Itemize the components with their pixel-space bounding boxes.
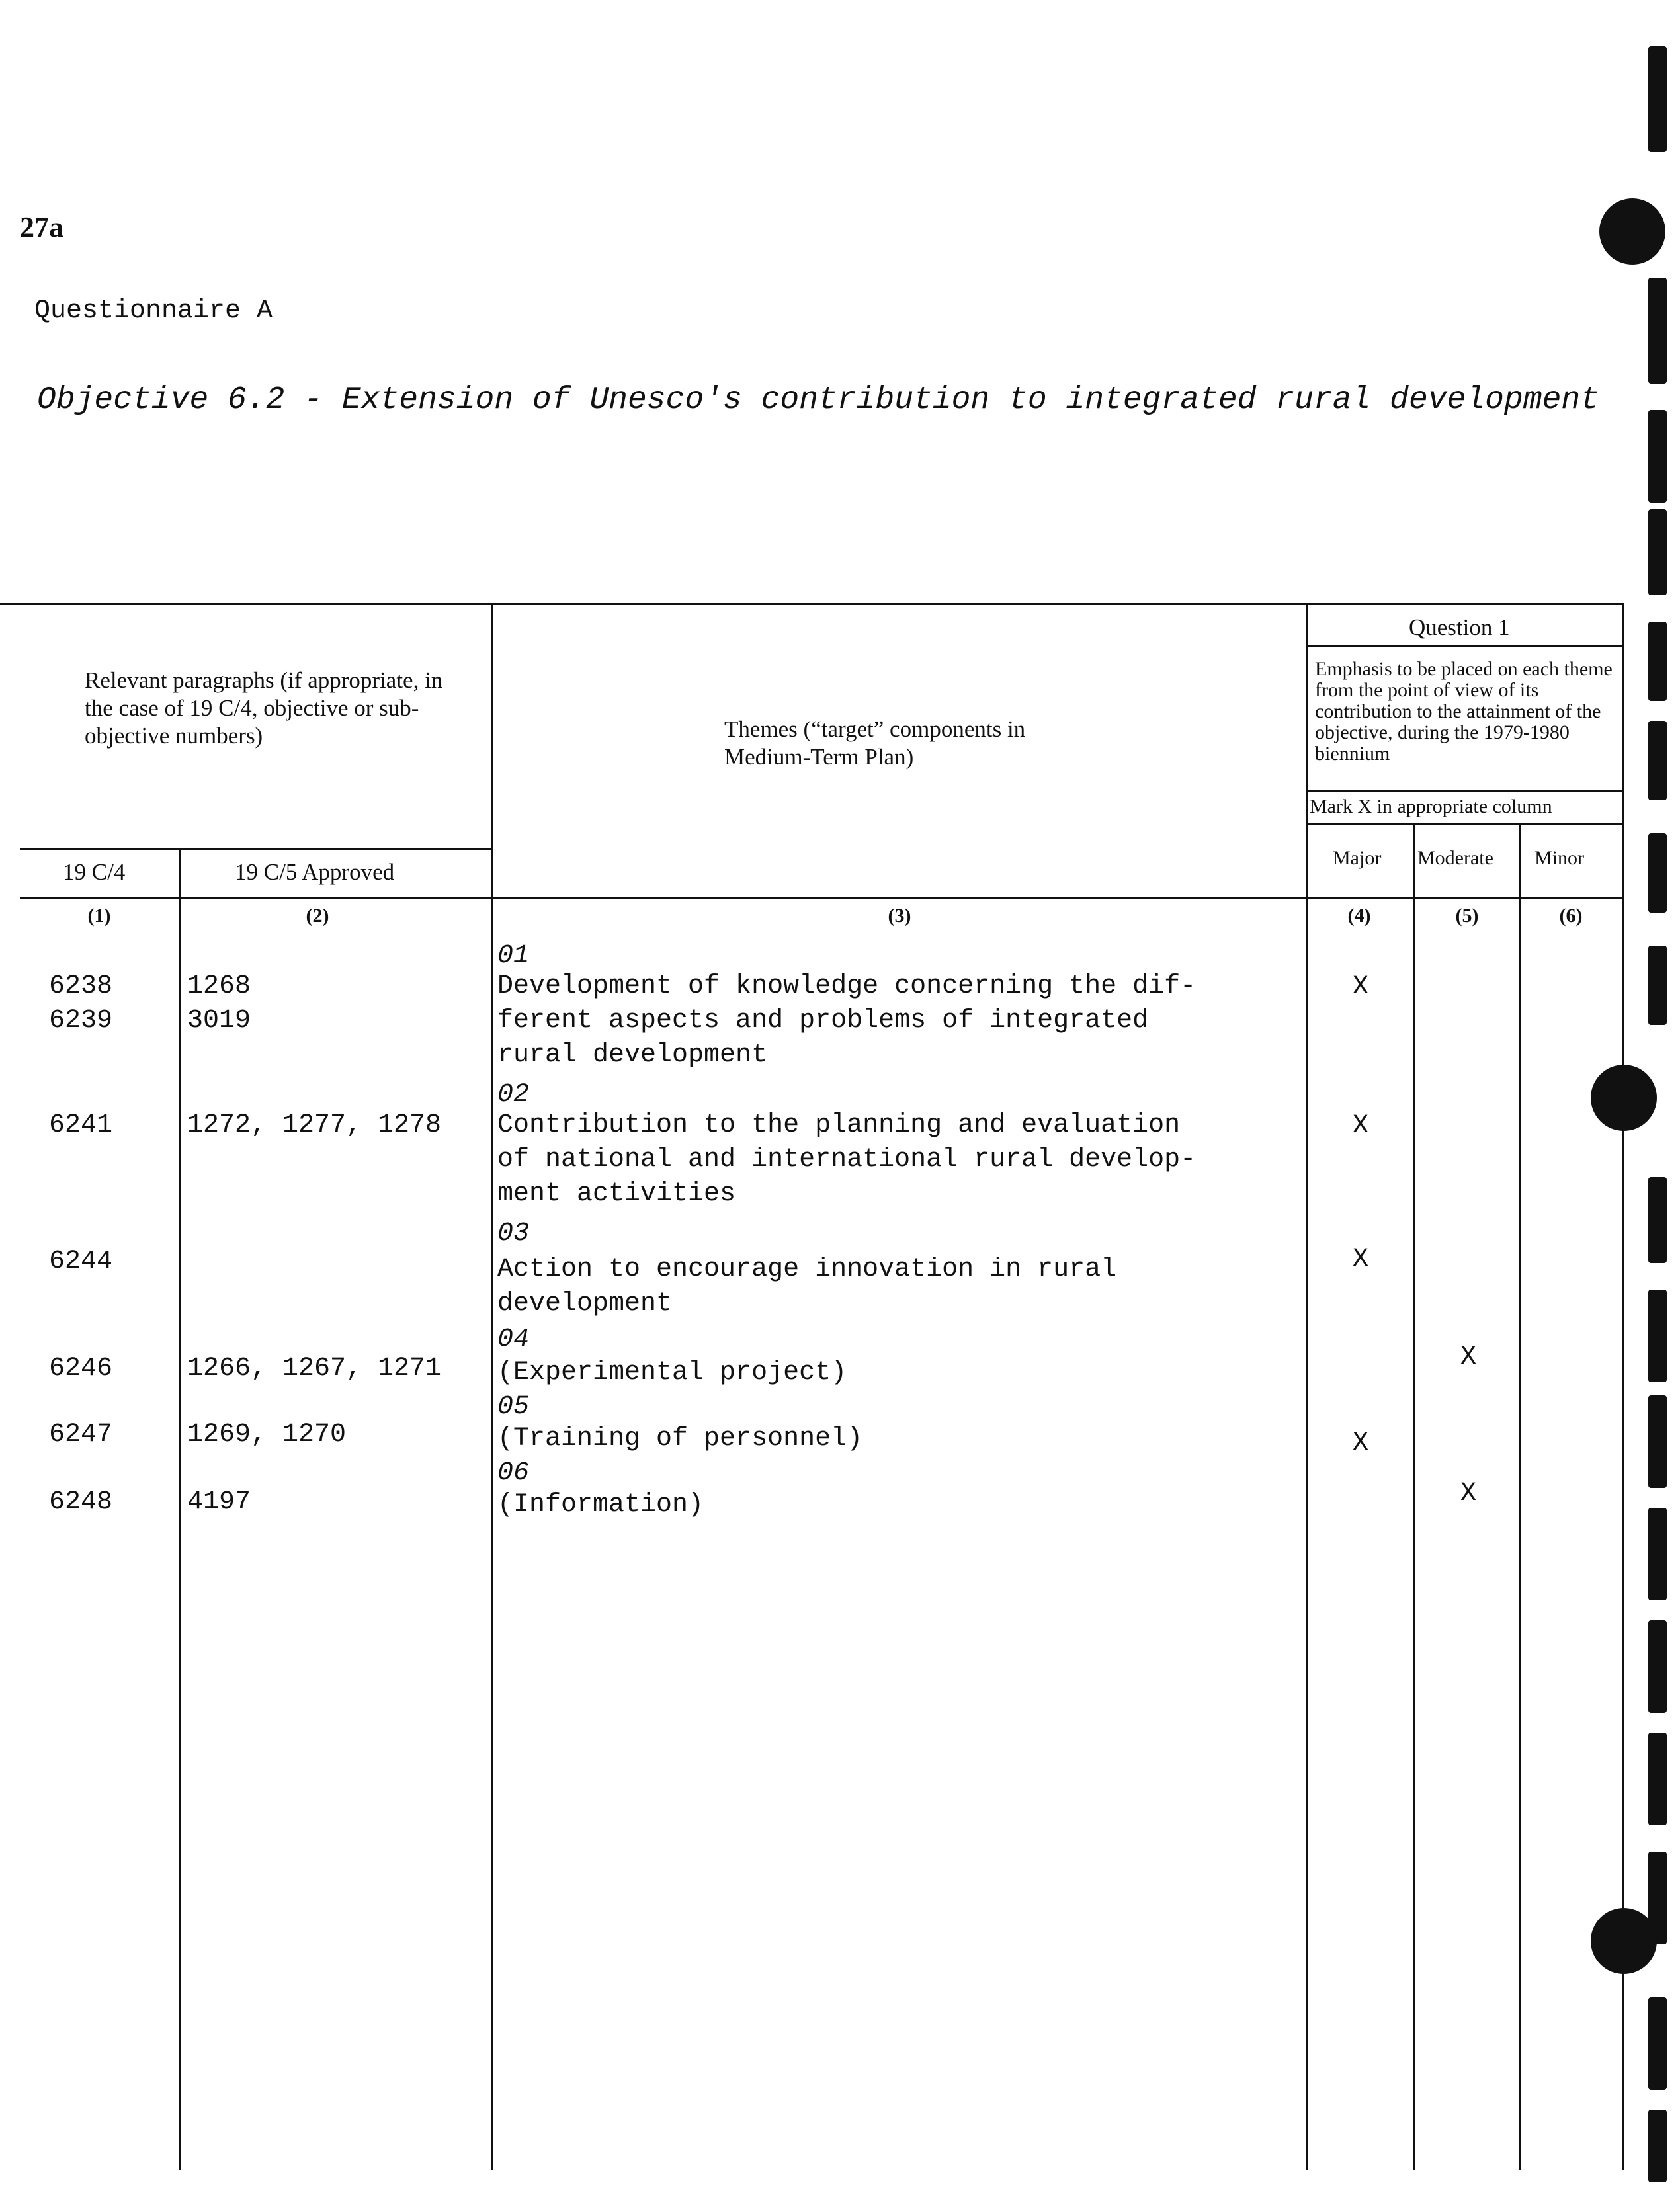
cell-19c4: 6238 6239 — [49, 971, 113, 1036]
binding-mark — [1648, 1508, 1667, 1600]
paragraph-subheader-rule — [20, 848, 491, 850]
cell-19c5: 4197 — [187, 1487, 251, 1517]
emphasis-description: Emphasis to be placed on each theme from the point of view of its contribution to the attainment of the objective, during the 1979-1980 biennium — [1315, 658, 1613, 764]
cell-19c5: 1272, 1277, 1278 — [187, 1110, 442, 1140]
binding-mark — [1648, 721, 1667, 800]
theme-code: 06 — [497, 1458, 530, 1488]
question-header: Question 1 — [1409, 614, 1510, 640]
cell-19c4: 6241 — [49, 1110, 113, 1140]
emphasis-mark: X — [1460, 1479, 1476, 1508]
binding-mark — [1648, 278, 1667, 384]
binding-mark — [1648, 1997, 1667, 2090]
cell-19c4: 6248 — [49, 1487, 113, 1517]
binding-mark — [1648, 946, 1667, 1025]
col-divider-1 — [179, 848, 181, 2170]
theme-code: 04 — [497, 1325, 530, 1354]
cell-19c5: 1266, 1267, 1271 — [187, 1354, 442, 1383]
theme-text: (Training of personnel) — [497, 1424, 863, 1454]
column-number-6: (6) — [1559, 905, 1583, 927]
binding-mark — [1648, 833, 1667, 913]
theme-text: Contribution to the planning and evaluation of national and international rural develop- ment activities — [497, 1110, 1197, 1209]
emphasis-mark: X — [1460, 1342, 1476, 1372]
column-number-5: (5) — [1455, 905, 1479, 927]
theme-code: 02 — [497, 1080, 530, 1110]
col-divider-2 — [491, 603, 493, 2170]
question-rule — [1306, 645, 1624, 647]
cell-19c5: 1269, 1270 — [187, 1420, 347, 1450]
minor-header: Minor — [1534, 847, 1584, 869]
major-header: Major — [1333, 847, 1382, 869]
col-divider-3 — [1306, 603, 1308, 2170]
punch-hole — [1591, 1065, 1657, 1131]
col-divider-4 — [1413, 823, 1415, 2170]
binding-mark — [1648, 2110, 1667, 2182]
emphasis-mark: X — [1352, 972, 1368, 1002]
questionnaire-title: Questionnaire A — [34, 296, 273, 326]
binding-mark — [1648, 1177, 1667, 1263]
column-number-4: (4) — [1347, 905, 1371, 927]
cell-19c4: 6244 — [49, 1247, 113, 1276]
theme-code: 03 — [497, 1219, 530, 1249]
theme-text: Action to encourage innovation in rural development — [497, 1255, 1117, 1319]
moderate-header: Moderate — [1417, 847, 1493, 869]
cell-19c5: 1268 3019 — [187, 971, 251, 1036]
table-top-rule — [0, 603, 1624, 605]
header-bottom-rule — [20, 897, 1624, 899]
theme-code: 01 — [497, 941, 530, 971]
theme-code: 05 — [497, 1392, 530, 1422]
mark-rule — [1306, 823, 1624, 825]
cell-19c4: 6247 — [49, 1420, 113, 1450]
theme-text: Development of knowledge concerning the dif- ferent aspects and problems of integrated rural development — [497, 971, 1197, 1070]
page-number: 27a — [20, 211, 63, 243]
binding-mark — [1648, 1395, 1667, 1488]
column-number-3: (3) — [888, 905, 911, 927]
theme-text: (Information) — [497, 1490, 704, 1520]
column-number-1: (1) — [87, 905, 111, 927]
emphasis-rule — [1306, 790, 1624, 792]
punch-hole — [1591, 1908, 1657, 1974]
theme-text: (Experimental project) — [497, 1358, 847, 1387]
binding-mark — [1648, 1620, 1667, 1713]
emphasis-mark: X — [1352, 1245, 1368, 1274]
punch-hole — [1599, 198, 1665, 265]
column-number-2: (2) — [306, 905, 329, 927]
relevant-paragraphs-header: Relevant paragraphs (if appropriate, in the case of 19 C/4, objective or sub-objective numbers) — [85, 667, 443, 749]
col-19c5-header: 19 C/5 Approved — [235, 859, 395, 885]
binding-mark — [1648, 1290, 1667, 1382]
emphasis-mark: X — [1352, 1111, 1368, 1141]
binding-mark — [1648, 46, 1667, 152]
binding-mark — [1648, 410, 1667, 503]
col-19c4-header: 19 C/4 — [63, 859, 126, 885]
binding-mark — [1648, 1733, 1667, 1825]
col-divider-5 — [1519, 823, 1521, 2170]
binding-mark — [1648, 622, 1667, 701]
emphasis-mark: X — [1352, 1428, 1368, 1458]
objective-title: Objective 6.2 - Extension of Unesco's contribution to integrated rural development — [37, 382, 1599, 418]
themes-header: Themes (“target” components in Medium-Term Plan) — [724, 716, 1026, 770]
cell-19c4: 6246 — [49, 1354, 113, 1383]
binding-mark — [1648, 509, 1667, 595]
mark-instruction: Mark X in appropriate column — [1310, 796, 1552, 817]
